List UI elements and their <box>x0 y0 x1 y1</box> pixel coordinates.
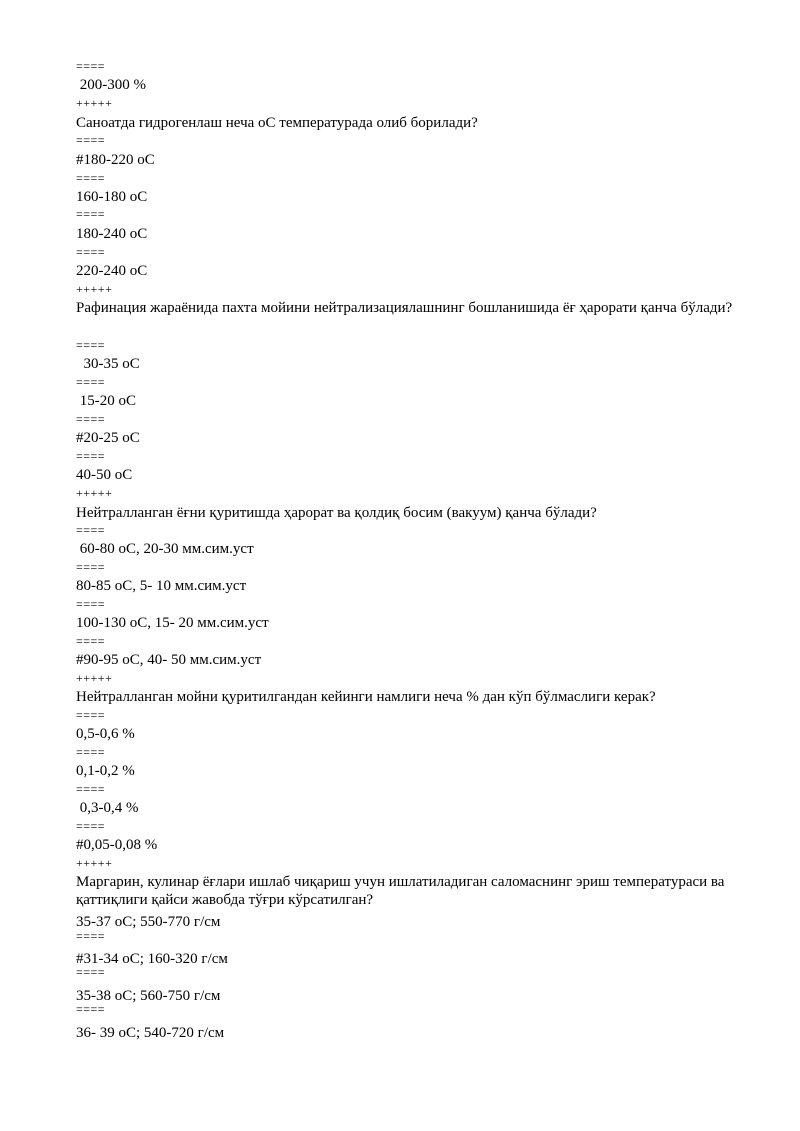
separator-line: ==== <box>76 338 106 352</box>
answer-option: 60-80 оС, 20-30 мм.сим.уст <box>76 541 254 557</box>
question-text: Нейтралланган мойни қуритилгандан кейинги намлиги неча % дан кўп бўлмаслиги керак? <box>76 689 656 705</box>
question-text: Маргарин, кулинар ёғлари ишлаб чиқариш учун ишлатиладиган саломаснинг эриш температураси ва қаттиқлиги қайси жавобда тўғри кўрсатилган? <box>76 874 725 908</box>
answer-option: 0,5-0,6 % <box>76 726 135 742</box>
separator-line: ==== <box>76 171 106 185</box>
answer-option: 180-240 оС <box>76 226 148 242</box>
separator-line: ==== <box>76 965 106 979</box>
separator-line: ==== <box>76 245 106 259</box>
answer-option: 36- 39 оС; 540-720 г/см <box>76 1025 225 1041</box>
separator-line: ==== <box>76 133 106 147</box>
answer-option: #0,05-0,08 % <box>76 837 158 853</box>
answer-option: 35-38 оС; 560-750 г/см <box>76 988 221 1004</box>
question-text: Саноатда гидрогенлаш неча оС температурада олиб борилади? <box>76 115 478 131</box>
separator-line: +++++ <box>76 671 113 685</box>
answer-option: 0,3-0,4 % <box>76 800 139 816</box>
question-text: Рафинация жараёнида пахта мойини нейтрализациялашнинг бошланишида ёғ ҳарорати қанча бўлади? <box>76 300 733 316</box>
separator-line: +++++ <box>76 96 113 110</box>
separator-line: ==== <box>76 634 106 648</box>
answer-option: 80-85 оС, 5- 10 мм.сим.уст <box>76 578 247 594</box>
answer-option: 200-300 % <box>76 77 146 93</box>
separator-line: ==== <box>76 207 106 221</box>
separator-line: ==== <box>76 708 106 722</box>
answer-option: #180-220 оС <box>76 152 155 168</box>
separator-line: +++++ <box>76 282 113 296</box>
answer-option: 30-35 оС <box>76 356 140 372</box>
separator-line: ==== <box>76 597 106 611</box>
answer-option: 35-37 оС; 550-770 г/см <box>76 914 221 930</box>
separator-line: +++++ <box>76 856 113 870</box>
separator-line: ==== <box>76 523 106 537</box>
separator-line: ==== <box>76 560 106 574</box>
separator-line: ==== <box>76 1002 106 1016</box>
answer-option: 0,1-0,2 % <box>76 763 135 779</box>
separator-line: +++++ <box>76 486 113 500</box>
separator-line: ==== <box>76 375 106 389</box>
answer-option: #20-25 оС <box>76 430 140 446</box>
separator-line: ==== <box>76 929 106 943</box>
question-text: Нейтралланган ёғни қуритишда ҳарорат ва қолдиқ босим (вакуум) қанча бўлади? <box>76 505 597 521</box>
separator-line: ==== <box>76 449 106 463</box>
answer-option: 220-240 оС <box>76 263 148 279</box>
answer-option: 40-50 оС <box>76 467 133 483</box>
answer-option: 15-20 оС <box>76 393 136 409</box>
separator-line: ==== <box>76 745 106 759</box>
answer-option: 100-130 оС, 15- 20 мм.сим.уст <box>76 615 269 631</box>
separator-line: ==== <box>76 412 106 426</box>
separator-line: ==== <box>76 59 106 73</box>
separator-line: ==== <box>76 782 106 796</box>
answer-option: #31-34 оС; 160-320 г/см <box>76 951 228 967</box>
answer-option: 160-180 оС <box>76 189 148 205</box>
answer-option: #90-95 оС, 40- 50 мм.сим.уст <box>76 652 262 668</box>
separator-line: ==== <box>76 819 106 833</box>
